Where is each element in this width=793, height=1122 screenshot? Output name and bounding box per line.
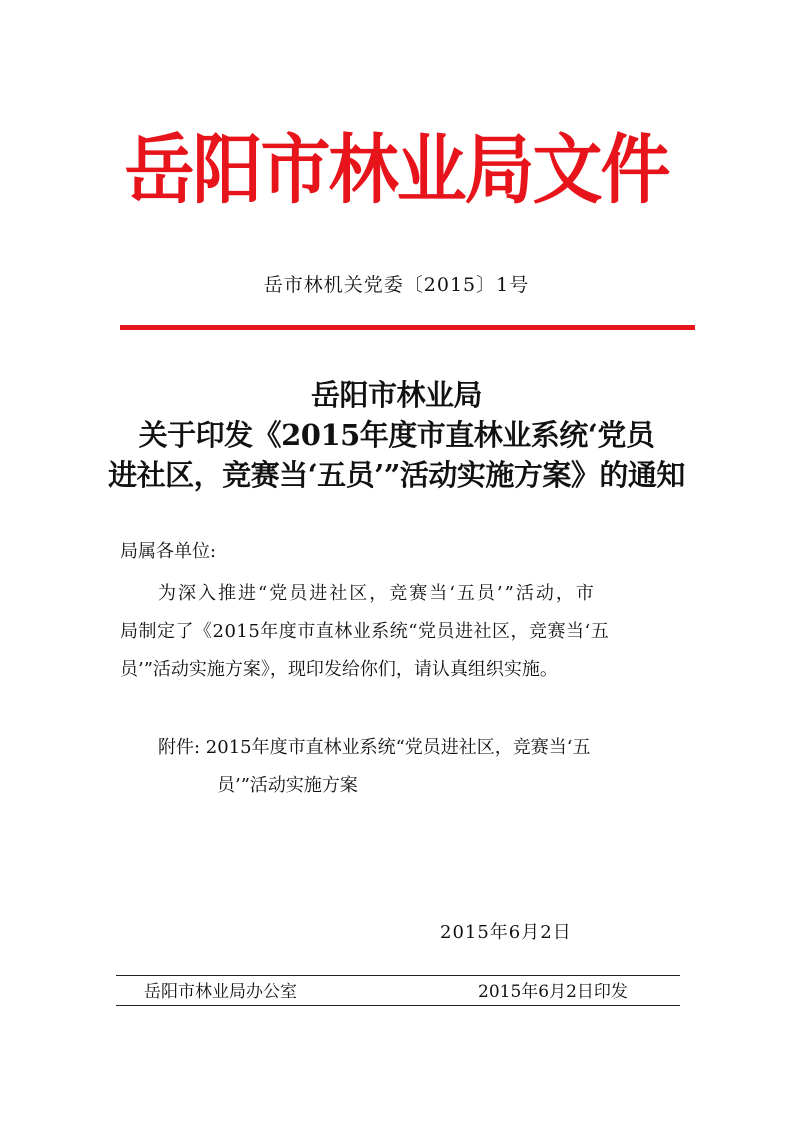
salutation: 局属各单位: [120,541,217,562]
attachment-line-1: 附件: 2015年度市直林业系统“党员进社区，竞赛当‘五 [158,737,591,758]
red-divider [120,325,695,330]
paragraph-line-3: 员’”活动实施方案》，现印发给你们，请认真组织实施。 [120,659,558,680]
footer-issuer: 岳阳市林业局办公室 [144,982,297,1002]
document-date: 2015年6月2日 [440,922,572,943]
paragraph-line-2: 局制定了《2015年度市直林业系统“党员进社区，竞赛当‘五 [120,621,610,642]
attachment-line-2: 员’”活动实施方案 [217,775,358,796]
document-number: 岳市林机关党委〔2015〕1号 [263,274,530,296]
title-line-3: 进社区，竞赛当‘五员’”活动实施方案》的通知 [108,458,685,492]
title-line-1: 岳阳市林业局 [310,378,482,412]
masthead-title: 岳阳市林业局文件 [124,124,669,215]
paragraph-line-1: 为深入推进“党员进社区，竞赛当‘五员’”活动，市 [158,583,596,604]
footer-bottom-rule [116,1005,680,1006]
footer-issue-date: 2015年6月2日印发 [478,982,628,1002]
footer-top-rule [116,975,680,976]
title-line-2: 关于印发《2015年度市直林业系统‘党员 [138,418,655,452]
